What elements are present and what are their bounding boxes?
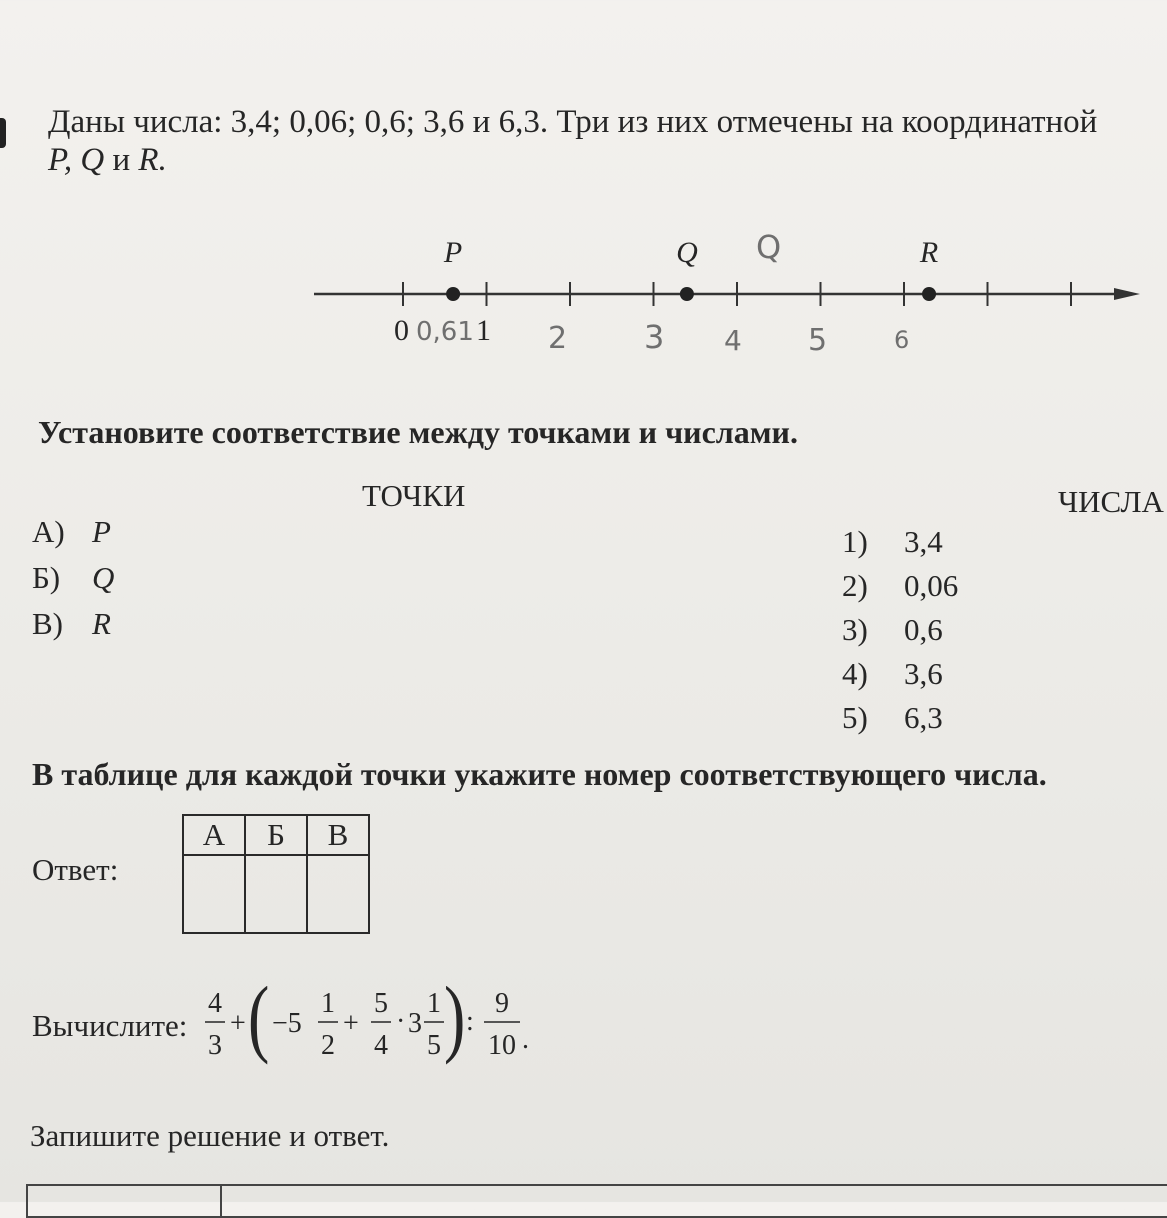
number-row-1 [842, 524, 943, 560]
answer-cell-v[interactable] [307, 855, 369, 933]
answer-table [182, 814, 370, 934]
fraction-3-numerator: 5 [374, 988, 388, 1019]
point-p-label: P [443, 236, 463, 269]
point-q-marker [680, 287, 694, 301]
handwritten-tick-0-61: 0,61 [416, 317, 474, 347]
point-row-name: Q [92, 560, 115, 595]
answer-table-input-row [183, 855, 369, 933]
point-p-marker [446, 287, 460, 301]
number-row-5 [842, 700, 943, 736]
table-instruction: В таблице для каждой точки укажите номер соответствующего числа. [32, 756, 1047, 792]
fraction-2-numerator: 1 [321, 988, 335, 1019]
point-r-marker [922, 287, 936, 301]
fraction-1-denominator: 3 [208, 1030, 222, 1061]
tick-label-1: 1 [476, 314, 491, 347]
answer-box-divider [220, 1186, 222, 1216]
numbers-header: ЧИСЛА [1058, 484, 1164, 519]
intro-point-p: P, [48, 142, 73, 178]
point-row-v [32, 606, 111, 642]
number-row-value: 0,06 [904, 568, 959, 603]
close-paren: ) [444, 986, 466, 1066]
point-r-label: R [919, 236, 939, 269]
point-row-label: А) [32, 514, 65, 549]
answer-cell-b[interactable] [245, 855, 307, 933]
number-row-index: 1) [842, 524, 868, 559]
fraction-5-numerator: 9 [495, 988, 509, 1019]
answer-header-b: Б [245, 815, 307, 855]
number-row-value: 6,3 [904, 700, 943, 735]
axis-points [443, 236, 938, 301]
number-row-index: 2) [842, 568, 868, 603]
intro-point-q: Q [80, 142, 105, 178]
intro-line-1: Даны числа: 3,4; 0,06; 0,6; 3,6 и 6,3. Три из них отмечены на координатной [48, 104, 1098, 140]
mixed-number-whole-1: −5 [272, 1008, 302, 1039]
handwritten-tick-5: 5 [808, 323, 828, 358]
intro-point-r: R. [138, 142, 167, 178]
write-label: Запишите решение и ответ. [30, 1118, 390, 1153]
margin-mark [0, 118, 6, 148]
intro-and: и [104, 142, 139, 178]
number-row-value: 3,6 [904, 656, 943, 691]
formula [200, 986, 550, 1082]
open-paren: ( [248, 986, 270, 1066]
number-line [300, 222, 1150, 362]
fraction-2-denominator: 2 [321, 1030, 335, 1061]
point-row-label: В) [32, 606, 63, 641]
point-row-name: P [92, 514, 111, 549]
fraction-3-denominator: 4 [374, 1030, 388, 1061]
task-intro [48, 103, 1097, 179]
number-row-4 [842, 656, 943, 692]
mixed-number-whole-2: 3 [408, 1008, 422, 1039]
handwritten-tick-3: 3 [644, 318, 665, 356]
number-row-2 [842, 568, 958, 604]
answer-cell-a[interactable] [183, 855, 245, 933]
division-colon: : [466, 1006, 474, 1037]
number-row-value: 0,6 [904, 612, 943, 647]
handwritten-tick-6: 6 [894, 326, 910, 354]
answer-label: Ответ: [32, 852, 119, 887]
point-row-name: R [92, 606, 111, 641]
number-row-index: 4) [842, 656, 868, 691]
answer-box-border [26, 1184, 1167, 1218]
handwritten-tick-4: 4 [724, 324, 742, 357]
instruction: Установите соответствие между точками и числами. [38, 414, 798, 450]
answer-header-v: В [307, 815, 369, 855]
number-row-index: 3) [842, 612, 868, 647]
fraction-5-denominator: 10 [488, 1030, 516, 1061]
handwritten-extra-q: Q [756, 228, 782, 266]
point-row-b [32, 560, 114, 596]
multiply-dot: · [396, 1006, 406, 1037]
compute-label: Вычислите: [32, 1008, 188, 1043]
handwritten-tick-2: 2 [548, 321, 568, 356]
number-row-index: 5) [842, 700, 868, 735]
number-row-3 [842, 612, 943, 648]
axis-arrow [1114, 288, 1140, 300]
formula-period: . [522, 1024, 529, 1055]
tick-label-0: 0 [394, 314, 409, 347]
number-row-value: 3,4 [904, 524, 943, 559]
fraction-1-numerator: 4 [208, 988, 222, 1019]
point-q-label: Q [676, 236, 698, 269]
plus-sign-1: + [230, 1008, 246, 1039]
points-header: ТОЧКИ [362, 478, 466, 513]
answer-table-header-row [183, 815, 369, 855]
point-row-label: Б) [32, 560, 61, 595]
answer-header-a: А [183, 815, 245, 855]
plus-sign-2: + [343, 1008, 359, 1039]
fraction-4-numerator: 1 [427, 988, 441, 1019]
point-row-a [32, 514, 111, 550]
intro-line-2 [48, 141, 1097, 179]
fraction-4-denominator: 5 [427, 1030, 441, 1061]
